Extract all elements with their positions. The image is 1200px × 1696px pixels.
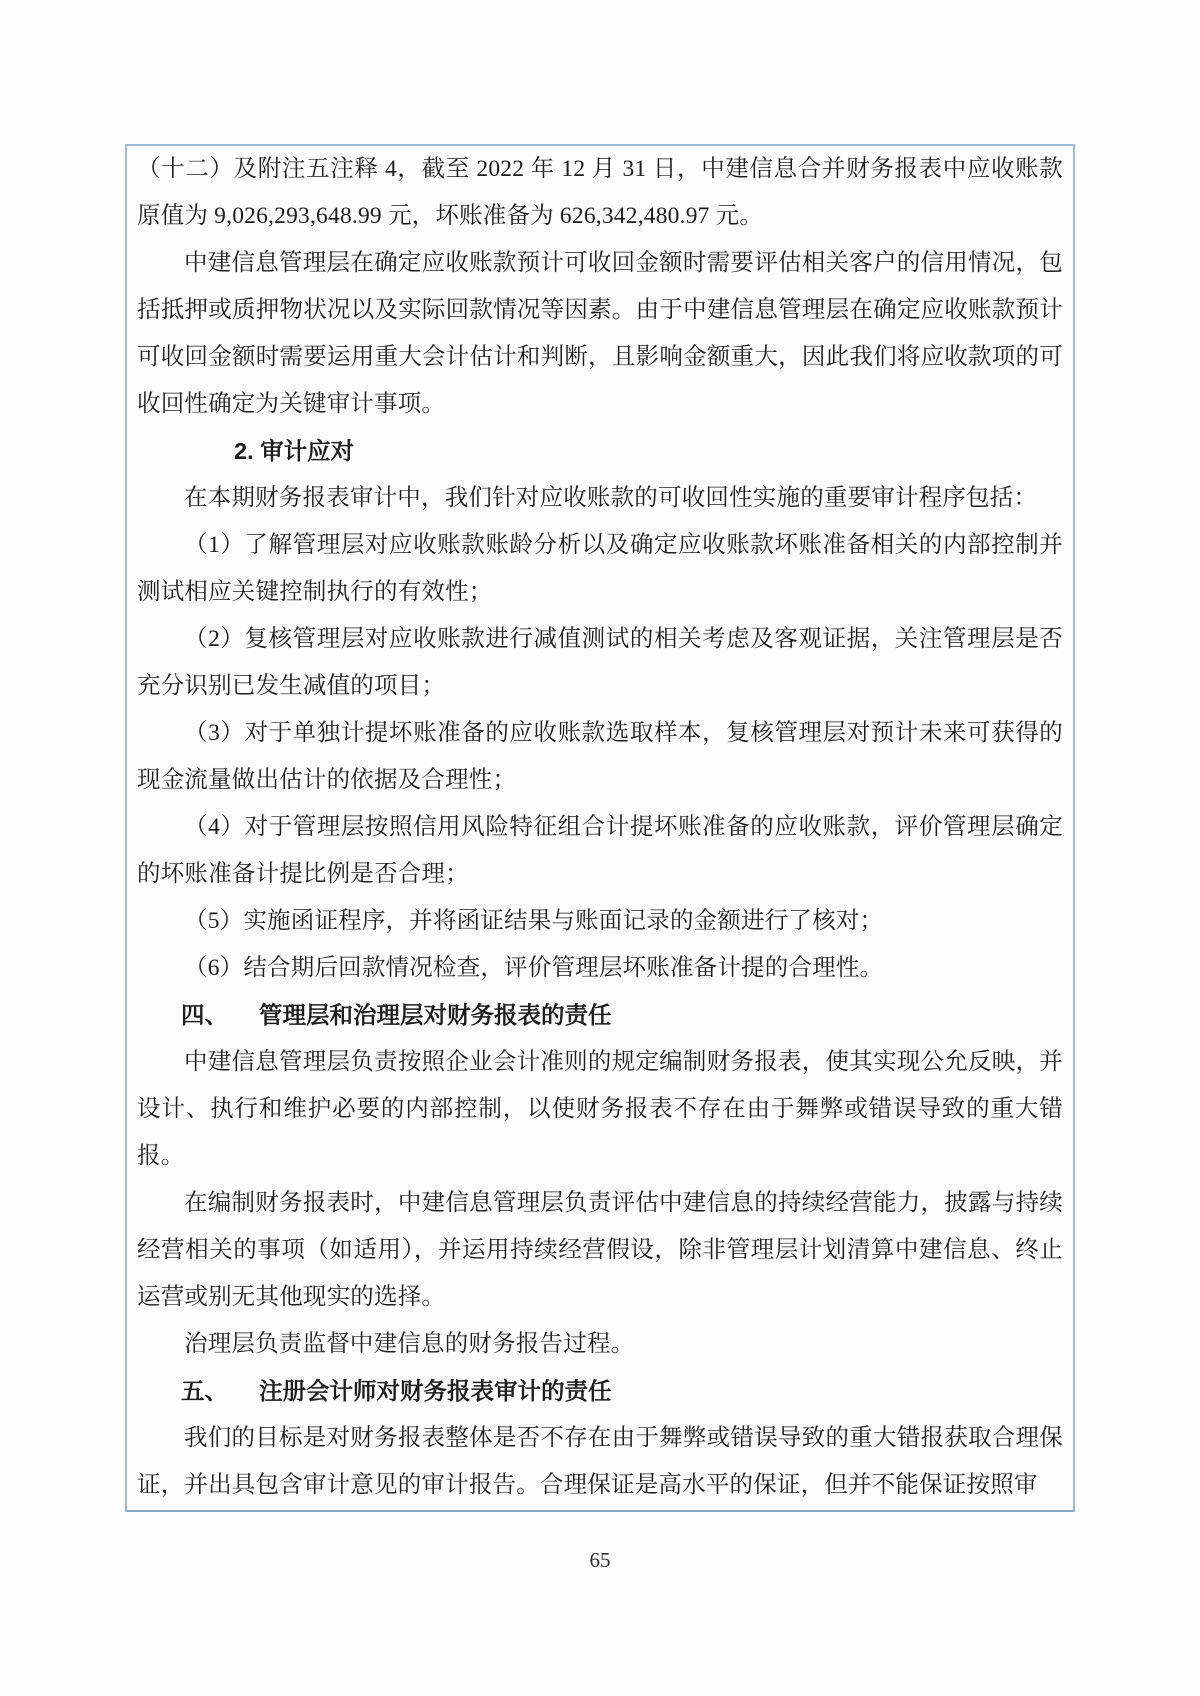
section-4-heading (137, 992, 1063, 1039)
procedure-item-1: （1）了解管理层对应收账款账龄分析以及确定应收账款坏账准备相关的内部控制并测试相应关键控制执行的有效性； (137, 532, 1063, 605)
section-5-number: 五、 (181, 1378, 228, 1404)
key-audit-matter-paragraph: 中建信息管理层在确定应收账款预计可收回金额时需要评估相关客户的信用情况，包括抵押或质押物状况以及实际回款情况等因素。由于中建信息管理层在确定应收账款预计可收回金额时需要运用重大会计估计和判断，且影响金额重大，因此我们将应收款项的可收回性确定为关键审计事项。 (137, 250, 1063, 417)
audit-response-subheading: 2. 审计应对 (234, 438, 355, 464)
procedures-intro-paragraph: 在本期财务报表审计中，我们针对应收账款的可收回性实施的重要审计程序包括： (184, 485, 1038, 511)
management-responsibility-paragraph-1: 中建信息管理层负责按照企业会计准则的规定编制财务报表，使其实现公允反映，并设计、执行和维护必要的内部控制，以使财务报表不存在由于舞弊或错误导致的重大错报。 (137, 1049, 1063, 1169)
management-responsibility-paragraph-3: 治理层负责监督中建信息的财务报告过程。 (184, 1331, 635, 1357)
section-4-number: 四、 (181, 1002, 228, 1028)
section-5-heading (137, 1368, 1063, 1415)
audit-report-text-box (125, 144, 1075, 1512)
procedure-item-3: （3）对于单独计提坏账准备的应收账款选取样本，复核管理层对预计未来可获得的现金流量做出估计的依据及合理性； (137, 720, 1063, 793)
continuation-paragraph: （十二）及附注五注释 4，截至 2022 年 12 月 31 日，中建信息合并财务报表中应收账款原值为 9,026,293,648.99 元，坏账准备为 626,342,480.97 元。 (137, 156, 1063, 229)
auditor-responsibility-paragraph-1: 我们的目标是对财务报表整体是否不存在由于舞弊或错误导致的重大错报获取合理保证，并出具包含审计意见的审计报告。合理保证是高水平的保证，但并不能保证按照审 (137, 1425, 1063, 1498)
management-responsibility-paragraph-2: 在编制财务报表时，中建信息管理层负责评估中建信息的持续经营能力，披露与持续经营相关的事项（如适用），并运用持续经营假设，除非管理层计划清算中建信息、终止运营或别无其他现实的选择。 (137, 1190, 1063, 1310)
procedure-item-2: （2）复核管理层对应收账款进行减值测试的相关考虑及客观证据，关注管理层是否充分识别已发生减值的项目； (137, 626, 1063, 699)
section-5-title: 注册会计师对财务报表审计的责任 (259, 1378, 612, 1404)
procedure-item-6: （6）结合期后回款情况检查，评价管理层坏账准备计提的合理性。 (184, 955, 884, 981)
procedure-item-5: （5）实施函证程序，并将函证结果与账面记录的金额进行了核对； (184, 908, 884, 934)
procedure-item-4: （4）对于管理层按照信用风险特征组合计提坏账准备的应收账款，评价管理层确定的坏账准备计提比例是否合理； (137, 814, 1063, 887)
section-4-title: 管理层和治理层对财务报表的责任 (259, 1002, 612, 1028)
page-number: 65 (589, 1548, 611, 1572)
